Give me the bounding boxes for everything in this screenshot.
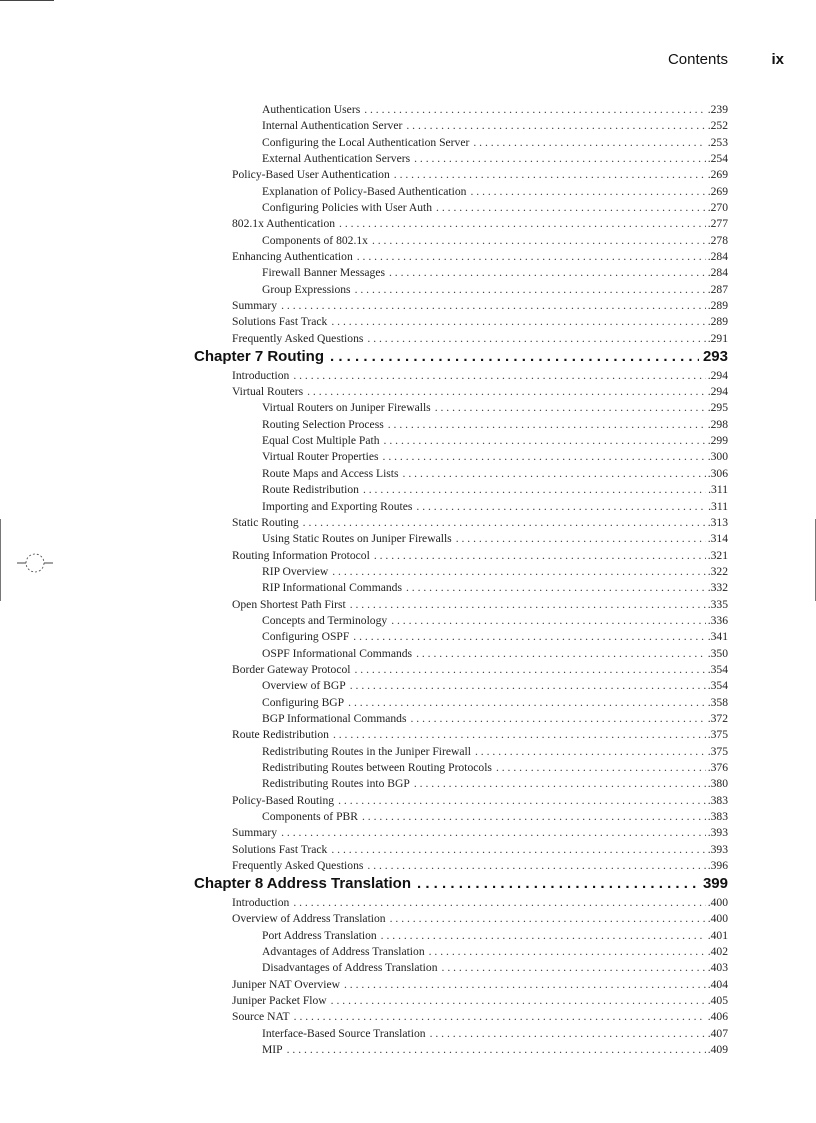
- toc-page-number: .313: [707, 515, 728, 529]
- toc-entry-title: Introduction: [232, 368, 290, 382]
- toc-subsection-entry: [262, 744, 728, 760]
- toc-page-number: .311: [708, 499, 728, 513]
- toc-entry-title: Equal Cost Multiple Path: [262, 434, 380, 448]
- toc-dot-leader: [332, 564, 705, 580]
- toc-page-number: .335: [707, 597, 728, 611]
- toc-dot-leader: [430, 1026, 706, 1042]
- toc-entry-title: Solutions Fast Track: [232, 315, 328, 329]
- toc-entry-title: Configuring OSPF: [262, 630, 350, 644]
- toc-page-number: .409: [707, 1043, 728, 1057]
- toc-dot-leader: [417, 874, 699, 895]
- toc-dot-leader: [473, 135, 705, 151]
- toc-section-entry: [232, 384, 728, 400]
- toc-entry-title: RIP Overview: [262, 564, 329, 578]
- toc-section-entry: [232, 515, 728, 531]
- toc-dot-leader: [416, 499, 706, 515]
- toc-dot-leader: [353, 629, 705, 645]
- toc-subsection-entry: [262, 499, 728, 515]
- toc-page-number: .403: [707, 961, 728, 975]
- toc-subsection-entry: [262, 564, 728, 580]
- toc-entry-title: Juniper NAT Overview: [232, 977, 340, 991]
- toc-page-number: .350: [707, 646, 728, 660]
- toc-page-number: .400: [707, 912, 728, 926]
- toc-section-entry: [232, 825, 728, 841]
- toc-page-number: .405: [707, 994, 728, 1008]
- toc-dot-leader: [331, 314, 705, 330]
- toc-page-number: .332: [707, 581, 728, 595]
- toc-entry-title: Concepts and Terminology: [262, 613, 388, 627]
- header-title: Contents: [667, 51, 728, 68]
- toc-dot-leader: [355, 282, 706, 298]
- toc-dot-leader: [333, 727, 706, 743]
- toc-entry-title: 802.1x Authentication: [232, 217, 336, 231]
- toc-section-entry: [232, 727, 728, 743]
- toc-section-entry: [232, 977, 728, 993]
- toc-dot-leader: [475, 744, 706, 760]
- toc-entry-title: Enhancing Authentication: [232, 250, 353, 264]
- toc-section-entry: [232, 1009, 728, 1025]
- toc-dot-leader: [348, 695, 706, 711]
- toc-entry-title: Using Static Routes on Juniper Firewalls: [262, 532, 452, 546]
- toc-entry-title: Firewall Banner Messages: [262, 266, 385, 280]
- toc-dot-leader: [303, 515, 706, 531]
- toc-page-number: .393: [707, 826, 728, 840]
- toc-section-entry: [232, 895, 728, 911]
- toc-dot-leader: [496, 760, 706, 776]
- toc-section-entry: [232, 167, 728, 183]
- toc-dot-leader: [367, 858, 705, 874]
- toc-section-entry: [232, 858, 728, 874]
- toc-page-number: .407: [707, 1026, 728, 1040]
- toc-dot-leader: [414, 151, 706, 167]
- toc-page-number: .299: [707, 434, 728, 448]
- toc-dot-leader: [293, 895, 705, 911]
- toc-section-entry: [232, 368, 728, 384]
- toc-page-number: .277: [707, 217, 728, 231]
- toc-dot-leader: [281, 298, 706, 314]
- toc-dot-leader: [406, 580, 706, 596]
- toc-dot-leader: [367, 331, 705, 347]
- toc-page-number: .376: [707, 761, 728, 774]
- toc-section-entry: [232, 793, 728, 809]
- toc-dot-leader: [364, 102, 706, 118]
- toc-dot-leader: [391, 613, 706, 629]
- toc-page-number: .300: [707, 450, 728, 464]
- toc-page-number: .278: [707, 233, 728, 247]
- toc-page-number: .380: [707, 777, 728, 791]
- toc-subsection-entry: [262, 809, 728, 825]
- toc-subsection-entry: [262, 135, 728, 151]
- toc-subsection-entry: [262, 282, 728, 298]
- toc-section-entry: [232, 911, 728, 927]
- toc-page-number: .383: [707, 810, 728, 824]
- toc-entry-title: Components of PBR: [262, 810, 358, 824]
- toc-dot-leader: [456, 531, 706, 547]
- toc-entry-title: Policy-Based Routing: [232, 793, 335, 807]
- toc-page-number: .321: [707, 548, 728, 562]
- toc-entry-title: BGP Informational Commands: [262, 711, 407, 725]
- toc-page-number: 399: [702, 875, 728, 893]
- table-of-contents: [0, 102, 816, 1058]
- toc-subsection-entry: [262, 184, 728, 200]
- toc-section-entry: [232, 993, 728, 1009]
- toc-entry-title: Authentication Users: [262, 103, 361, 116]
- toc-subsection-entry: [262, 944, 728, 960]
- toc-section-entry: [232, 331, 728, 347]
- toc-dot-leader: [390, 911, 706, 927]
- toc-entry-title: Redistributing Routes between Routing Protocols: [262, 761, 492, 774]
- toc-dot-leader: [350, 597, 706, 613]
- toc-subsection-entry: [262, 646, 728, 662]
- toc-entry-title: Virtual Router Properties: [262, 450, 379, 464]
- toc-page-number: .311: [708, 483, 728, 497]
- toc-entry-title: Border Gateway Protocol: [232, 662, 351, 676]
- toc-entry-title: Route Maps and Access Lists: [262, 466, 399, 480]
- toc-page-number: .254: [707, 152, 728, 166]
- toc-entry-title: Virtual Routers on Juniper Firewalls: [262, 401, 431, 415]
- toc-page-number: .269: [707, 184, 728, 198]
- toc-entry-title: MIP: [262, 1043, 283, 1057]
- toc-entry-title: Open Shortest Path First: [232, 597, 346, 611]
- toc-section-entry: [232, 548, 728, 564]
- toc-subsection-entry: [262, 151, 728, 167]
- toc-entry-title: Internal Authentication Server: [262, 119, 403, 133]
- toc-subsection-entry: [262, 200, 728, 216]
- toc-page-number: .402: [707, 945, 728, 959]
- toc-subsection-entry: [262, 613, 728, 629]
- toc-dot-leader: [429, 944, 706, 960]
- toc-entry-title: Introduction: [232, 896, 290, 909]
- toc-dot-leader: [436, 200, 706, 216]
- toc-subsection-entry: [262, 711, 728, 727]
- crop-mark-top: [0, 0, 54, 1]
- toc-page-number: .295: [707, 401, 728, 415]
- toc-entry-title: Advantages of Address Translation: [262, 945, 425, 959]
- toc-dot-leader: [330, 347, 699, 368]
- toc-entry-title: Solutions Fast Track: [232, 842, 328, 856]
- toc-subsection-entry: [262, 695, 728, 711]
- toc-page-number: .294: [707, 385, 728, 399]
- toc-section-entry: [232, 662, 728, 678]
- toc-section-entry: [232, 249, 728, 265]
- toc-entry-title: Static Routing: [232, 515, 299, 529]
- toc-subsection-entry: [262, 449, 728, 465]
- header-page-number: ix: [771, 51, 784, 68]
- toc-entry-title: Chapter 7 Routing: [194, 348, 324, 366]
- toc-dot-leader: [435, 400, 706, 416]
- toc-page-number: .291: [707, 331, 728, 345]
- toc-page-number: .372: [707, 711, 728, 725]
- toc-page-number: .375: [707, 744, 728, 758]
- toc-chapter-heading: [194, 874, 728, 895]
- toc-entry-title: Route Redistribution: [262, 483, 359, 497]
- toc-page-number: .406: [707, 1010, 728, 1024]
- toc-dot-leader: [410, 711, 705, 727]
- toc-subsection-entry: [262, 1026, 728, 1042]
- toc-subsection-entry: [262, 776, 728, 792]
- toc-subsection-entry: [262, 1042, 728, 1058]
- toc-subsection-entry: [262, 760, 728, 776]
- toc-entry-title: Components of 802.1x: [262, 233, 368, 247]
- toc-dot-leader: [287, 1042, 706, 1058]
- toc-entry-title: Importing and Exporting Routes: [262, 499, 413, 513]
- toc-dot-leader: [383, 449, 706, 465]
- toc-section-entry: [232, 314, 728, 330]
- toc-entry-title: Redistributing Routes in the Juniper Firewall: [262, 744, 471, 758]
- toc-page-number: .270: [707, 201, 728, 215]
- toc-page-number: .341: [707, 630, 728, 644]
- toc-page-number: .358: [707, 695, 728, 709]
- toc-page-number: .287: [707, 282, 728, 296]
- toc-page-number: .253: [707, 135, 728, 149]
- toc-subsection-entry: [262, 400, 728, 416]
- toc-entry-title: Summary: [232, 826, 278, 840]
- toc-dot-leader: [357, 249, 706, 265]
- toc-entry-title: Interface-Based Source Translation: [262, 1026, 426, 1040]
- toc-dot-leader: [414, 776, 706, 792]
- toc-page-number: .314: [707, 532, 728, 546]
- toc-dot-leader: [331, 842, 705, 858]
- toc-entry-title: OSPF Informational Commands: [262, 646, 413, 660]
- toc-dot-leader: [374, 548, 706, 564]
- toc-entry-title: Explanation of Policy-Based Authentication: [262, 184, 467, 198]
- toc-entry-title: Summary: [232, 299, 278, 313]
- toc-entry-title: Policy-Based User Authentication: [232, 168, 390, 182]
- toc-subsection-entry: [262, 960, 728, 976]
- toc-dot-leader: [403, 466, 706, 482]
- toc-page-number: .294: [707, 368, 728, 382]
- toc-page-number: .354: [707, 679, 728, 693]
- toc-dot-leader: [406, 118, 705, 134]
- toc-dot-leader: [350, 678, 706, 694]
- toc-entry-title: Port Address Translation: [262, 928, 377, 942]
- toc-page-number: .396: [707, 859, 728, 873]
- toc-subsection-entry: [262, 580, 728, 596]
- running-header: [0, 51, 816, 71]
- toc-entry-title: Source NAT: [232, 1010, 290, 1024]
- toc-section-entry: [232, 216, 728, 232]
- toc-entry-title: Configuring BGP: [262, 695, 345, 709]
- toc-entry-title: Chapter 8 Address Translation: [194, 875, 412, 893]
- toc-page-number: .289: [707, 315, 728, 329]
- toc-subsection-entry: [262, 265, 728, 281]
- toc-entry-title: Overview of Address Translation: [232, 912, 386, 926]
- toc-page-number: .252: [707, 119, 728, 133]
- toc-dot-leader: [363, 482, 706, 498]
- toc-page-number: .284: [707, 250, 728, 264]
- toc-subsection-entry: [262, 102, 728, 118]
- toc-page-number: .383: [707, 793, 728, 807]
- toc-subsection-entry: [262, 417, 728, 433]
- toc-entry-title: Configuring the Local Authentication Server: [262, 135, 470, 149]
- toc-dot-leader: [381, 928, 706, 944]
- toc-dot-leader: [338, 793, 706, 809]
- toc-page-number: .284: [707, 266, 728, 280]
- toc-subsection-entry: [262, 466, 728, 482]
- toc-dot-leader: [294, 1009, 706, 1025]
- toc-page-number: .239: [707, 103, 728, 116]
- toc-chapter-heading: [194, 347, 728, 368]
- toc-dot-leader: [344, 977, 706, 993]
- toc-section-entry: [232, 298, 728, 314]
- toc-entry-title: Configuring Policies with User Auth: [262, 201, 433, 215]
- toc-entry-title: Route Redistribution: [232, 728, 329, 742]
- toc-dot-leader: [293, 368, 705, 384]
- toc-page-number: .375: [707, 728, 728, 742]
- toc-dot-leader: [416, 646, 706, 662]
- toc-entry-title: Routing Information Protocol: [232, 548, 370, 562]
- toc-dot-leader: [442, 960, 706, 976]
- toc-section-entry: [232, 842, 728, 858]
- toc-page-number: .289: [707, 299, 728, 313]
- toc-entry-title: Overview of BGP: [262, 679, 346, 693]
- toc-subsection-entry: [262, 928, 728, 944]
- toc-page-number: .306: [707, 466, 728, 480]
- toc-dot-leader: [331, 993, 706, 1009]
- toc-page-number: .354: [707, 662, 728, 676]
- toc-dot-leader: [354, 662, 705, 678]
- toc-entry-title: Virtual Routers: [232, 385, 304, 399]
- toc-dot-leader: [362, 809, 706, 825]
- toc-entry-title: RIP Informational Commands: [262, 581, 402, 595]
- toc-subsection-entry: [262, 233, 728, 249]
- toc-subsection-entry: [262, 678, 728, 694]
- toc-subsection-entry: [262, 433, 728, 449]
- toc-subsection-entry: [262, 118, 728, 134]
- toc-subsection-entry: [262, 531, 728, 547]
- toc-entry-title: Juniper Packet Flow: [232, 994, 327, 1008]
- toc-dot-leader: [307, 384, 706, 400]
- toc-dot-leader: [389, 265, 706, 281]
- toc-page-number: .322: [707, 564, 728, 578]
- toc-dot-leader: [384, 433, 706, 449]
- toc-page-number: .393: [707, 842, 728, 856]
- toc-subsection-entry: [262, 629, 728, 645]
- toc-page-number: 293: [702, 348, 728, 366]
- toc-page-number: .269: [707, 168, 728, 182]
- toc-dot-leader: [470, 184, 705, 200]
- toc-dot-leader: [372, 233, 706, 249]
- toc-dot-leader: [339, 216, 706, 232]
- toc-dot-leader: [388, 417, 706, 433]
- toc-entry-title: Group Expressions: [262, 282, 351, 296]
- toc-entry-title: Routing Selection Process: [262, 417, 384, 431]
- toc-page-number: .401: [707, 928, 728, 942]
- toc-dot-leader: [281, 825, 706, 841]
- toc-entry-title: Disadvantages of Address Translation: [262, 961, 438, 975]
- toc-page-number: .336: [707, 613, 728, 627]
- toc-page-number: .404: [707, 977, 728, 991]
- toc-dot-leader: [394, 167, 706, 183]
- toc-entry-title: External Authentication Servers: [262, 152, 411, 166]
- toc-page-number: .298: [707, 417, 728, 431]
- toc-entry-title: Redistributing Routes into BGP: [262, 777, 410, 791]
- toc-section-entry: [232, 597, 728, 613]
- toc-entry-title: Frequently Asked Questions: [232, 859, 364, 873]
- toc-entry-title: Frequently Asked Questions: [232, 331, 364, 345]
- toc-subsection-entry: [262, 482, 728, 498]
- toc-page-number: .400: [707, 896, 728, 909]
